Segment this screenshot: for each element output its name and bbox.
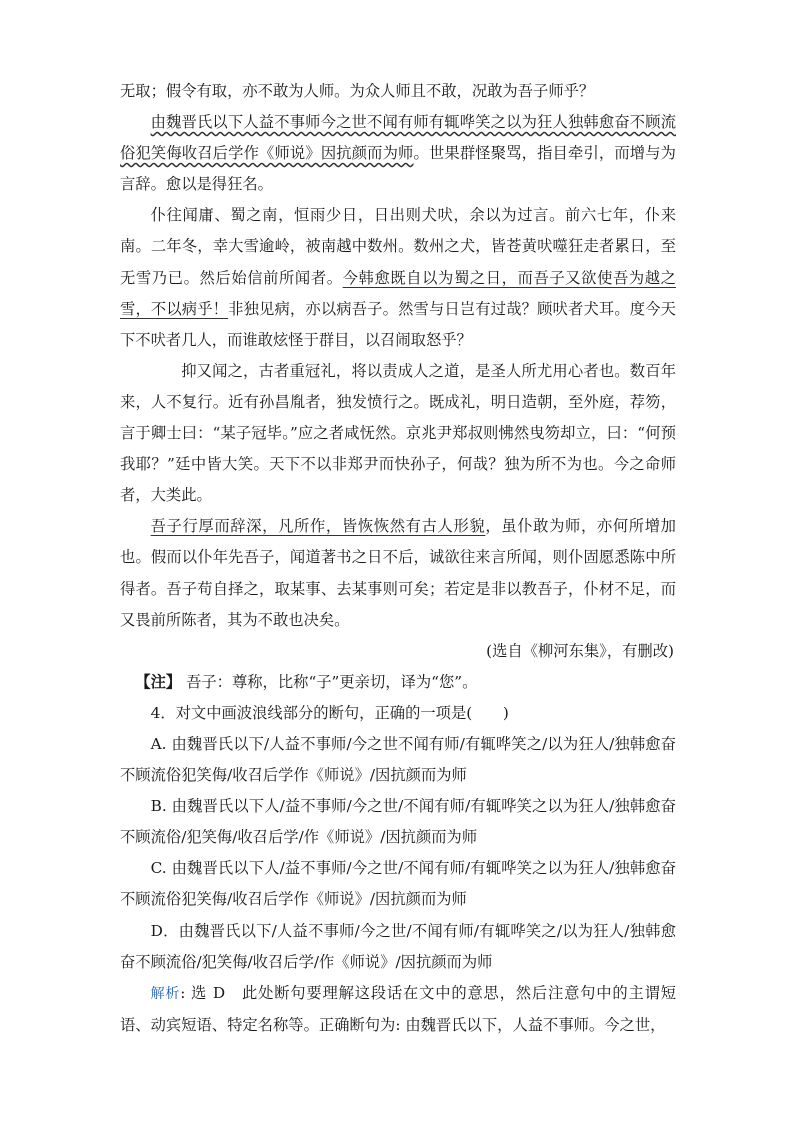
underlined-sentence: 今韩愈既自以为蜀之日，而吾子又欲使吾为越之雪，不以病乎！ — [120, 268, 676, 318]
wavy-underlined-text: 由魏晋氏以下人益不事师今之世不闻有师有辄哗笑之以为狂人独韩愈奋不顾流俗犯笑侮收召后学作《师说》因抗颜而为师 — [120, 113, 676, 163]
question-stem: 4．对文中画波浪线部分的断句，正确的一项是( ) — [150, 703, 509, 722]
passage-paragraph-4: 吾子行厚而辞深，凡所作，皆恢恢然有古人形貌，虽仆敢为师，亦何所增加也。假而以仆年先吾子，闻道著书之日不后，诚欲往来言所闻，则仆固愿悉陈中所得者。吾子苟自择之，取某事、去某事则可矣；若定是非以教吾子，仆材不足，而又畏前所陈者，其为不敢也决矣。 — [120, 517, 676, 629]
answer-label: 解析 — [150, 985, 181, 1002]
option-a: A. 由魏晋氏以下/人益不事师/今之世不闻有师/有辄哗笑之/以为狂人/独韩愈奋不顾流俗犯笑侮/收召后学作《师说》/因抗颜而为师 — [120, 734, 676, 785]
footnote: 【注】 吾子：尊称，比称“子”更亲切，译为“您”。 — [135, 672, 478, 691]
option-c: C. 由魏晋氏以下人/益不事师/今之世/不闻有师/有辄哗笑之以为狂人/独韩愈奋不顾流俗犯笑侮/收召后学作《师说》/因抗颜而为师 — [120, 859, 676, 909]
source-citation: (选自《柳河东集》，有删改) — [486, 641, 674, 660]
option-b: B. 由魏晋氏以下人/益不事师/今之世/不闻有师/有辄哗笑之以为狂人/独韩愈奋不顾流俗/犯笑侮/收召后学/作《师说》/因抗颜而为师 — [120, 797, 676, 847]
answer-explanation: 解析: 选 D 此处断句要理解这段话在文中的意思，然后注意句中的主谓短语、动宾短语、特定名称等。正确断句为: 由魏晋氏以下，人益不事师。今之世， — [120, 983, 676, 1034]
passage-paragraph-3: 抑又闻之，古者重冠礼，将以责成人之道，是圣人所尤用心者也。数百年来，人不复行。近有孙昌胤者，独发愤行之。既成礼，明日造朝，至外庭，荐笏，言于卿士曰：“某子冠毕。”应之者咸怃然。京兆尹郑叔则怫然曳笏却立，曰：“何预我耶？”廷中皆大笑。天下不以非郑尹而快孙子，何哉？独为所不为也。今之命师者，大类此。 — [120, 361, 676, 505]
passage-paragraph-2: 仆往闻庸、蜀之南，恒雨少日，日出则犬吠，余以为过言。前六七年，仆来南。二年冬，幸大雪逾岭，被南越中数州。数州之犬，皆苍黄吠噬狂走者累日，至无雪乃已。然后始信前所闻者。今韩愈既自以为蜀之日，而吾子又欲使吾为越之雪，不以病乎！非独见病，亦以病吾子。然雪与日岂有过哉？顾吠者犬耳。度今天下不吠者几人，而谁敢炫怪于群目，以召闹取怒乎？ — [120, 206, 676, 349]
document-page — [120, 76, 676, 1041]
note-tag: 【注】 — [135, 672, 182, 691]
passage-paragraph-0: 无取；假令有取，亦不敢为人师。为众人师且不敢，况敢为吾子师乎？ — [120, 82, 595, 100]
underlined-sentence: 吾子行厚而辞深，凡所作，皆恢恢然有古人形貌 — [150, 517, 486, 536]
passage-paragraph-1: 由魏晋氏以下人益不事师今之世不闻有师有辄哗笑之以为狂人独韩愈奋不顾流俗犯笑侮收召后学作《师说》因抗颜而为师。世果群怪聚骂，指目牵引，而增与为言辞。愈以是得狂名。 — [120, 113, 676, 194]
option-d: D．由魏晋氏以下/人益不事师/今之世/不闻有师/有辄哗笑之/以为狂人/独韩愈奋不顾流俗/犯笑侮/收召后学/作《师说》/因抗颜而为师 — [120, 921, 676, 971]
